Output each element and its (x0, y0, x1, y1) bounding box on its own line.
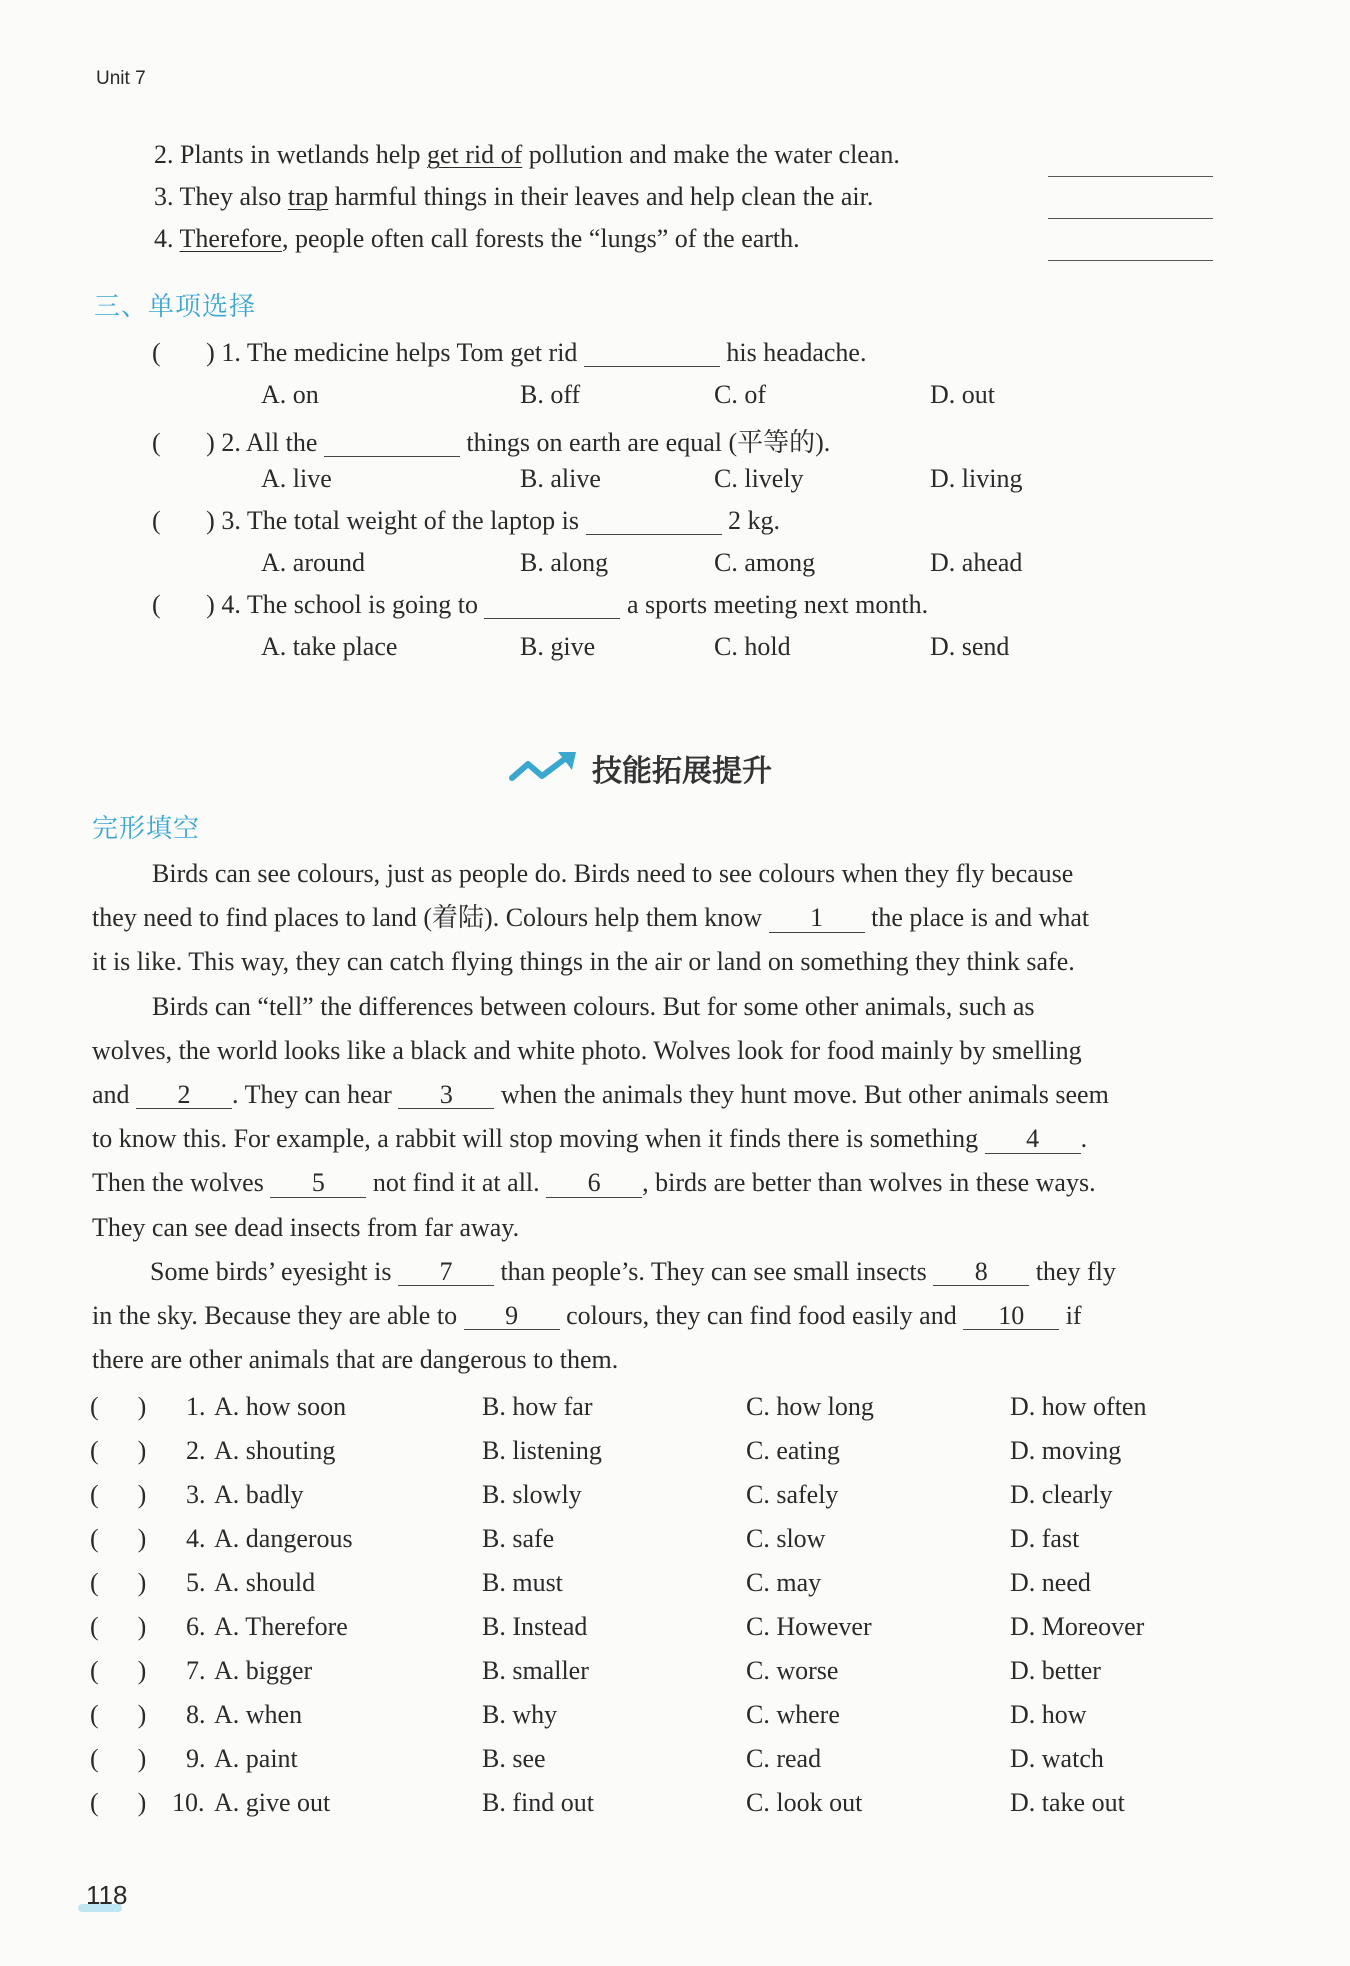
banner-title: 技能拓展提升 (592, 754, 772, 789)
choice-c[interactable]: C. eating (746, 1436, 840, 1465)
cloze-blank[interactable]: 2 (136, 1081, 232, 1109)
choice-number: 4. (186, 1524, 206, 1553)
choice-c[interactable]: C. read (746, 1744, 822, 1773)
option-a[interactable]: A. live (261, 464, 332, 493)
choice-c[interactable]: C. However (746, 1612, 872, 1641)
choice-number: 8. (186, 1700, 206, 1729)
choice-d[interactable]: D. Moreover (1010, 1612, 1145, 1641)
option-b[interactable]: B. alive (520, 464, 601, 493)
answer-bracket[interactable]: ( ) (90, 1436, 147, 1465)
answer-bracket[interactable]: ( ) (152, 428, 215, 457)
choice-c[interactable]: C. look out (746, 1788, 863, 1817)
option-b[interactable]: B. off (520, 380, 581, 409)
choice-b[interactable]: B. why (482, 1700, 558, 1729)
answer-bracket[interactable]: ( ) (152, 506, 215, 535)
choice-b[interactable]: B. listening (482, 1436, 602, 1465)
choice-number: 10. (172, 1788, 205, 1817)
section-title-multiple-choice: 三、单项选择 (94, 292, 257, 322)
choice-number: 7. (186, 1656, 206, 1685)
cloze-blank[interactable]: 4 (985, 1125, 1081, 1153)
cloze-passage: Birds can see colours, just as people do. Birds need to see colours when they fly because they need to find places to land (着陆). Colours help them know 1 the place is and what it is like. This way, they can catch flying things in the air or land on something they think safe. Birds can “tell” the differences between colours. But for some other animals, such as wolves, the world looks like a black and white photo. Wolves look for food mainly by smelling and 2 . They can hear 3 when the animals they hunt move. But other animals seem to know this. For example, a rabbit will stop moving when it finds there is something 4 . Then the wolves 5 not find it at all. 6 , birds are better than wolves in these ways. They can see dead insects from far away. Some birds’ eyesight is 7 than people’s. They can see small insects 8 they fly in the sky. Because they are able to 9 colours, they can find food easily and 10 if there are other animals that are dangerous to them. (92, 859, 1116, 1375)
part2-item-4: 4. Therefore, people often call forests the “lungs” of the earth. (154, 224, 800, 253)
question-3: ( ) 3. The total weight of the laptop is 2 kg. (152, 506, 781, 535)
option-d[interactable]: D. ahead (930, 548, 1023, 577)
option-a[interactable]: A. around (261, 548, 365, 577)
unit-label: Unit 7 (96, 68, 146, 89)
choice-a[interactable]: A. bigger (214, 1656, 313, 1685)
option-d[interactable]: D. living (930, 464, 1023, 493)
option-c[interactable]: C. of (714, 380, 766, 409)
choice-a[interactable]: A. how soon (214, 1392, 347, 1421)
choice-number: 3. (186, 1480, 206, 1509)
blank[interactable] (324, 429, 460, 457)
underlined-phrase: Therefore (179, 224, 283, 253)
choice-b[interactable]: B. must (482, 1568, 563, 1597)
choice-c[interactable]: C. may (746, 1568, 822, 1597)
question-4: ( ) 4. The school is going to a sports meeting next month. (152, 590, 929, 619)
choice-c[interactable]: C. slow (746, 1524, 826, 1553)
part2-item-3: 3. They also trap harmful things in their leaves and help clean the air. (154, 182, 874, 211)
choice-d[interactable]: D. take out (1010, 1788, 1125, 1817)
choice-d[interactable]: D. moving (1010, 1436, 1122, 1465)
choice-number: 1. (186, 1392, 206, 1421)
option-c[interactable]: C. hold (714, 632, 791, 661)
choice-c[interactable]: C. worse (746, 1656, 839, 1685)
skills-banner (508, 746, 772, 790)
answer-line[interactable] (1048, 218, 1213, 219)
option-a[interactable]: A. take place (261, 632, 398, 661)
answer-bracket[interactable]: ( ) (90, 1524, 147, 1553)
choice-b[interactable]: B. smaller (482, 1656, 589, 1685)
answer-bracket[interactable]: ( ) (90, 1480, 147, 1509)
answer-bracket[interactable]: ( ) (90, 1568, 147, 1597)
cloze-blank[interactable]: 1 (769, 904, 865, 932)
choice-b[interactable]: B. see (482, 1744, 546, 1773)
option-d[interactable]: D. out (930, 380, 995, 409)
page-number: 118 (86, 1880, 128, 1910)
cloze-blank[interactable]: 3 (398, 1081, 494, 1109)
underlined-phrase: get rid of (426, 140, 523, 169)
choice-d[interactable]: D. need (1010, 1568, 1091, 1597)
cloze-blank[interactable]: 10 (963, 1302, 1059, 1330)
choice-number: 9. (186, 1744, 206, 1773)
option-b[interactable]: B. along (520, 548, 609, 577)
answer-bracket[interactable]: ( ) (152, 338, 215, 367)
cloze-blank[interactable]: 8 (933, 1258, 1029, 1286)
answer-bracket[interactable]: ( ) (90, 1656, 147, 1685)
answer-bracket[interactable]: ( ) (90, 1612, 147, 1641)
answer-bracket[interactable]: ( ) (90, 1392, 147, 1421)
choice-a[interactable]: A. give out (214, 1788, 331, 1817)
choice-a[interactable]: A. badly (214, 1480, 304, 1509)
cloze-blank[interactable]: 5 (270, 1169, 366, 1197)
choice-b[interactable]: B. how far (482, 1392, 593, 1421)
cloze-blank[interactable]: 9 (464, 1302, 560, 1330)
choice-a[interactable]: A. paint (214, 1744, 298, 1773)
choice-c[interactable]: C. safely (746, 1480, 839, 1509)
choice-c[interactable]: C. how long (746, 1392, 874, 1421)
option-c[interactable]: C. among (714, 548, 816, 577)
option-b[interactable]: B. give (520, 632, 596, 661)
choice-a[interactable]: A. should (214, 1568, 316, 1597)
choice-d[interactable]: D. better (1010, 1656, 1101, 1685)
choice-b[interactable]: B. slowly (482, 1480, 582, 1509)
blank[interactable] (586, 507, 722, 535)
section-title-cloze: 完形填空 (92, 814, 201, 844)
choice-d[interactable]: D. fast (1010, 1524, 1080, 1553)
choice-number: 5. (186, 1568, 206, 1597)
choice-b[interactable]: B. safe (482, 1524, 555, 1553)
choice-d[interactable]: D. watch (1010, 1744, 1104, 1773)
question-1: ( ) 1. The medicine helps Tom get rid his headache. (152, 338, 867, 367)
choice-number: 6. (186, 1612, 206, 1641)
trend-up-icon (508, 750, 580, 786)
choice-d[interactable]: D. how often (1010, 1392, 1147, 1421)
answer-bracket[interactable]: ( ) (90, 1700, 147, 1729)
option-c[interactable]: C. lively (714, 464, 804, 493)
choice-c[interactable]: C. where (746, 1700, 840, 1729)
part2-item-2: 2. Plants in wetlands help get rid of pollution and make the water clean. (154, 140, 900, 169)
cloze-blank[interactable]: 6 (546, 1169, 642, 1197)
choice-b[interactable]: B. Instead (482, 1612, 588, 1641)
option-d[interactable]: D. send (930, 632, 1010, 661)
answer-line[interactable] (1048, 176, 1213, 177)
choice-a[interactable]: A. dangerous (214, 1524, 353, 1553)
option-a[interactable]: A. on (261, 380, 319, 409)
blank[interactable] (484, 591, 620, 619)
choice-a[interactable]: A. when (214, 1700, 303, 1729)
cloze-blank[interactable]: 7 (398, 1258, 494, 1286)
choice-d[interactable]: D. how (1010, 1700, 1087, 1729)
blank[interactable] (584, 339, 720, 367)
answer-bracket[interactable]: ( ) (152, 590, 215, 619)
answer-line[interactable] (1048, 260, 1213, 261)
answer-bracket[interactable]: ( ) (90, 1788, 147, 1817)
question-2: ( ) 2. All the things on earth are equal (平等的). (152, 428, 831, 457)
choice-d[interactable]: D. clearly (1010, 1480, 1113, 1509)
answer-bracket[interactable]: ( ) (90, 1744, 147, 1773)
choice-a[interactable]: A. shouting (214, 1436, 336, 1465)
choice-b[interactable]: B. find out (482, 1788, 594, 1817)
underlined-phrase: trap (287, 182, 329, 211)
choice-number: 2. (186, 1436, 206, 1465)
choice-a[interactable]: A. Therefore (214, 1612, 348, 1641)
